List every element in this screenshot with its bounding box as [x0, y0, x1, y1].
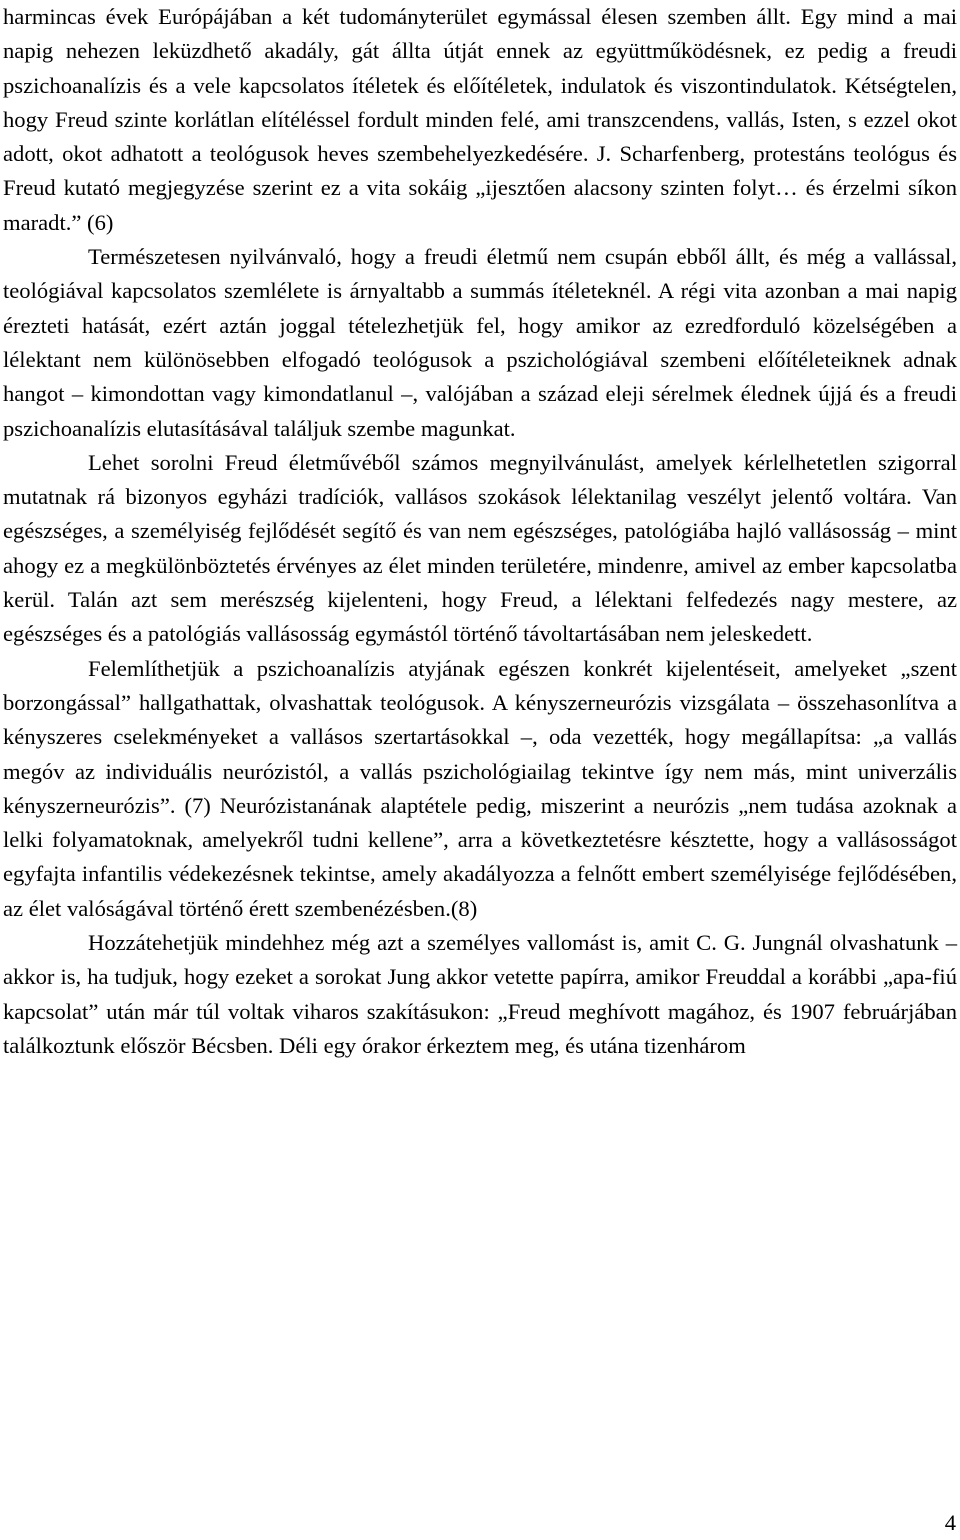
- paragraph-5: Hozzátehetjük mindehhez még azt a személyes vallomást is, amit C. G. Jungnál olvashatunk – akkor is, ha tudjuk, hogy ezeket a sorokat Jung akkor vetette papírra, amikor Freuddal a korábbi „apa-fiú kapcsolat” után már túl voltak viharos szakításukon: „Freud meghívott magához, és 1907 februárjában találkoztunk először Bécsben. Déli egy órakor érkeztem meg, és utána tizenhárom: [3, 930, 957, 1058]
- paragraph-2: Természetesen nyilvánvaló, hogy a freudi életmű nem csupán ebből állt, és még a vallással, teológiával kapcsolatos szemlélete is árnyaltabb a summás ítéleteknél. A régi vita azonban a mai napig érezteti hatását, ezért aztán joggal tételezhetjük fel, hogy amikor az ezredforduló közelségében a lélektant nem különösebben elfogadó teológusok a pszichológiával szembeni előítéleteiknek adnak hangot – kimondottan vagy kimondatlanul –, valójában a század eleji sérelmek élednek újjá és a freudi pszichoanalízis elutasításával találjuk szembe magunkat.: [3, 244, 957, 441]
- paragraph-4: Felemlíthetjük a pszichoanalízis atyjának egészen konkrét kijelentéseit, amelyeket „szent borzongással” hallgathattak, olvashattak teológusok. A kényszerneurózis vizsgálata – összehasonlítva a kényszeres cselekményeket a vallásos szertartásokkal –, oda vezették, hogy megállapítsa: „a vallás megóv az individuális neurózistól, a vallás pszichológiailag tekintve így nem más, mint univerzális kényszerneurózis”. (7) Neurózistanának alaptétele pedig, miszerint a neurózis „nem tudása azoknak a lelki folyamatoknak, amelyekről tudni kellene”, arra a következtetésre késztette, hogy a vallásosságot egyfajta infantilis védekezésnek tekintse, amely akadályozza a felnőtt embert személyisége fejlődésében, az élet valóságával történő érett szembenézésben.(8): [3, 655, 957, 921]
- paragraph-1: harmincas évek Európájában a két tudományterület egymással élesen szemben állt. Egy mind a mai napig nehezen leküzdhető akadály, gát állta útját ennek az együttműködésnek, ez pedig a freudi pszichoanalízis és a vele kapcsolatos ítéletek és előítéletek, indulatok és viszontindulatok. Kétségtelen, hogy Freud szinte korlátlan elítéléssel fordult minden felé, ami transzcendens, vallás, Isten, s ezzel okot adott, okot adhatott a teológusok heves szembehelyezkedésére. J. Scharfenberg, protestáns teológus és Freud kutató megjegyzése szerint ez a vita sokáig „ijesztően alacsony szinten folyt… és érzelmi síkon maradt.” (6): [3, 4, 957, 235]
- document-body: [3, 0, 957, 1063]
- page-number: 4: [944, 1510, 956, 1535]
- paragraph-3: Lehet sorolni Freud életművéből számos megnyilvánulást, amelyek kérlelhetetlen szigorral mutatnak rá bizonyos egyházi tradíciók, vallásos szokások lélektanilag veszélyt jelentő voltára. Van egészséges, a személyiség fejlődését segítő és van nem egészséges, patológiába hajló vallásosság – mint ahogy ez a megkülönböztetés érvényes az élet minden területére, mindenre, amivel az ember kapcsolatba kerül. Talán azt sem merészség kijelenteni, hogy Freud, a lélektani felfedezés nagy mestere, az egészséges és a patológiás vallásosság egymástól történő távoltartásában nem jeleskedett.: [3, 449, 957, 647]
